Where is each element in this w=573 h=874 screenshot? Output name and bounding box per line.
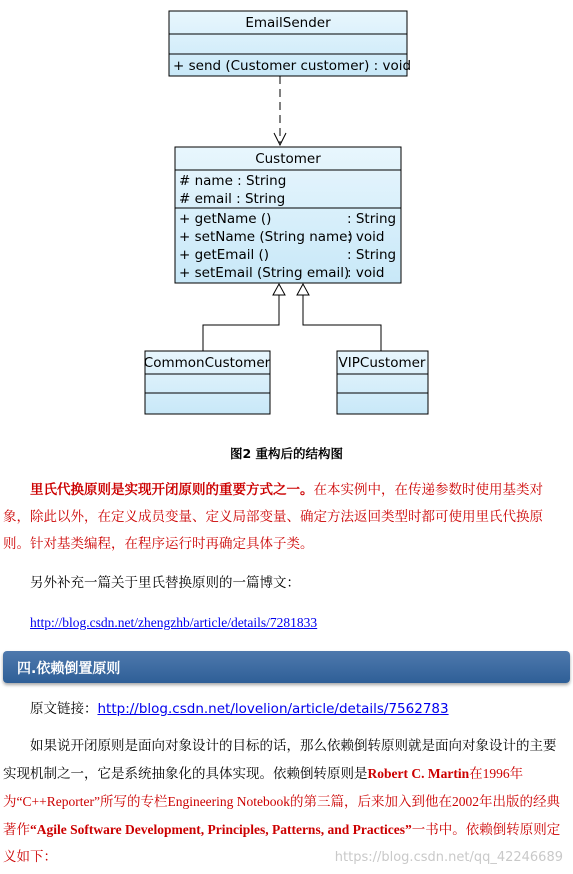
customer-op-ret: : void: [347, 265, 385, 281]
dip-text-1: 如果说开闭原则是面向对象设计的目标的话，那么依赖倒转原则就是面向对象设计的主要实现机制之一，它是系统抽象化的具体实现。依赖倒转原则是: [3, 738, 557, 782]
class-email-sender: [169, 11, 411, 76]
generalization-line-vip: [303, 295, 381, 351]
section-header: [3, 651, 570, 683]
paragraph-liskov: [3, 477, 568, 558]
dip-book: “Agile Software Development, Principles, Patterns, and Practices”: [30, 822, 412, 837]
customer-attr: # name : String: [179, 173, 287, 189]
paragraph-supplement: 另外补充一篇关于里氏替换原则的一篇博文：: [30, 575, 300, 591]
customer-op-sig: + setEmail (String email): [179, 265, 350, 281]
figure-caption: 图2 重构后的结构图: [229, 446, 344, 461]
common-customer-name: CommonCustomer: [143, 355, 271, 371]
section-title: 四.依赖倒置原则: [17, 661, 121, 677]
source-label: 原文链接：: [30, 701, 98, 717]
watermark: https://blog.csdn.net/qq_42246689: [334, 850, 563, 865]
liskov-highlight: 里氏代换原则是实现开闭原则的重要方式之一。: [30, 482, 314, 498]
class-customer: [175, 147, 401, 283]
email-sender-name: EmailSender: [245, 15, 331, 31]
class-vip-customer: [337, 351, 428, 414]
customer-op-sig: + getName (): [179, 211, 272, 227]
customer-op-sig: + setName (String name): [179, 229, 353, 245]
customer-name: Customer: [255, 151, 321, 167]
source-paragraph: [3, 696, 568, 723]
customer-op-ret: : String: [347, 247, 397, 263]
generalization-arrowhead: [297, 284, 309, 295]
email-sender-op: + send (Customer customer) : void: [173, 58, 412, 74]
customer-op-ret: : String: [347, 211, 397, 227]
source-link[interactable]: http://blog.csdn.net/lovelion/article/details/7562783: [97, 701, 449, 717]
dip-text-3: “C++Reporter”所写的专栏Engineering Notebook的第三篇，后来加入到他在2002年出版的经典著作: [3, 794, 561, 837]
customer-op-ret: : void: [347, 229, 385, 245]
liskov-body: 在本实例中，在传递参数时使用基类对象，除此以外，在定义成员变量、定义局部变量、确定方法返回类型时都可使用里氏代换原则。针对基类编程，在程序运行时再确定具体子类。: [3, 482, 543, 552]
class-common-customer: [144, 351, 271, 414]
customer-attr: # email : String: [179, 191, 286, 207]
dip-text-4: 一书中。依赖倒转原则定义如下：: [3, 822, 561, 865]
link-paragraph: [3, 609, 568, 637]
generalization-arrowhead: [273, 284, 285, 295]
blog-link[interactable]: http://blog.csdn.net/zhengzhb/article/details/7281833: [30, 615, 318, 630]
dip-text-2: 在1996年为: [3, 766, 524, 809]
generalization-line-common: [203, 295, 279, 351]
vip-customer-name: VIPCustomer: [338, 355, 426, 371]
customer-op-sig: + getEmail (): [179, 247, 270, 263]
dip-author: Robert C. Martin: [367, 766, 470, 781]
